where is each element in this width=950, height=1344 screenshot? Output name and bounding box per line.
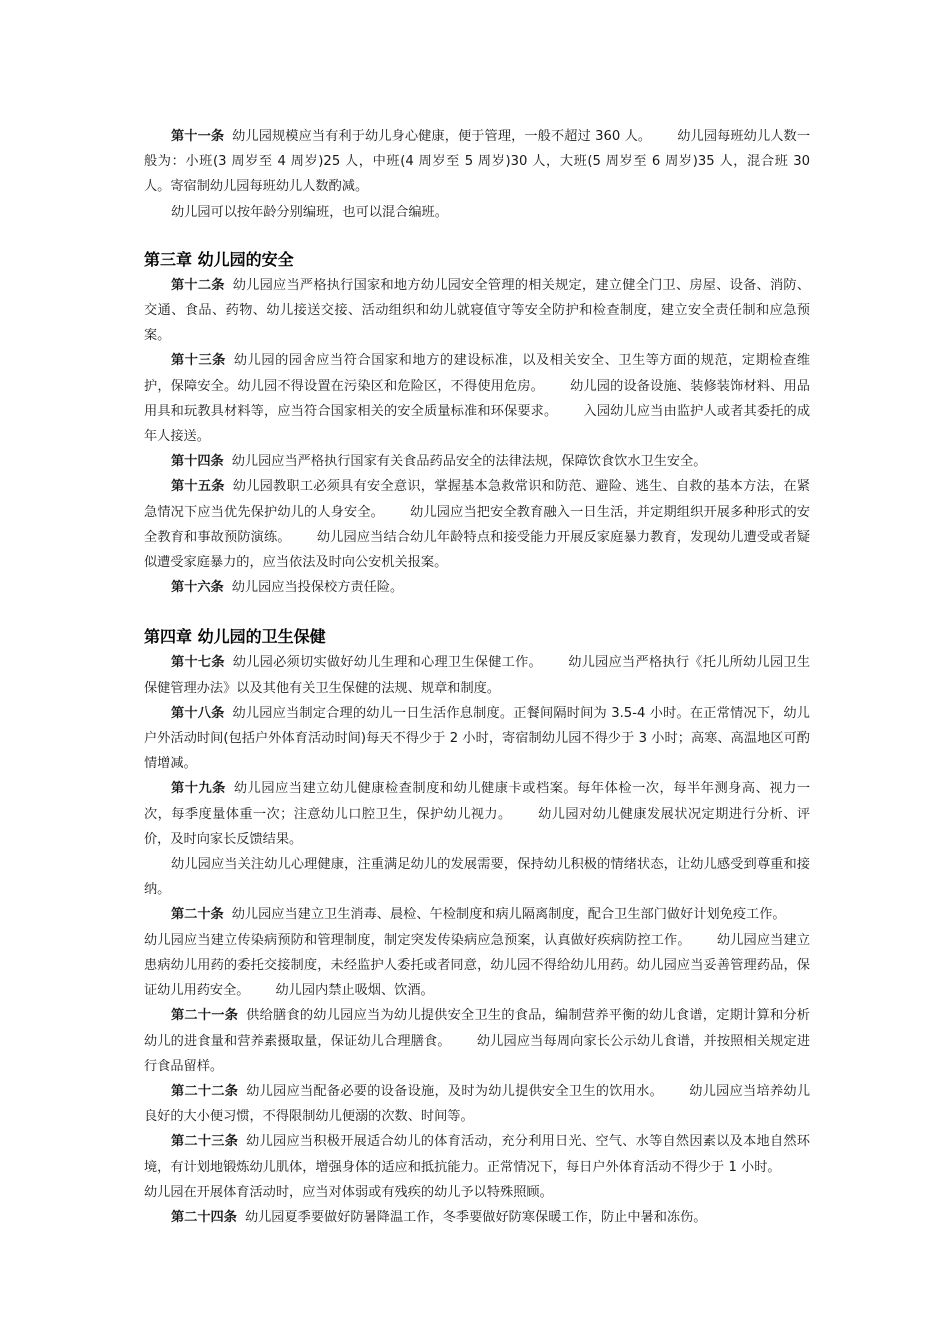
- article-14: 第十四条 幼儿园应当严格执行国家有关食品药品安全的法律法规，保障饮食饮水卫生安全。: [171, 454, 707, 470]
- article-11-paragraph-2: 幼儿园可以按年龄分别编班，也可以混合编班。: [171, 204, 448, 220]
- article-number: 第十八条: [171, 705, 225, 721]
- article-number: 第十五条: [171, 479, 225, 495]
- article-number: 第二十二条: [171, 1083, 239, 1099]
- article-number: 第十六条: [171, 580, 224, 596]
- article-number: 第十九条: [171, 781, 226, 797]
- article-number: 第十七条: [171, 655, 225, 671]
- article-17: 第十七条 幼儿园必须切实做好幼儿生理和心理卫生保健工作。 幼儿园应当严格执行《托儿所幼儿园卫生保健管理办法》以及其他有关卫生保健的法规、规章和制度。: [144, 655, 811, 696]
- article-number: 第二十四条: [171, 1209, 237, 1225]
- article-20-paragraph-2: 幼儿园应当建立传染病预防和管理制度，制定突发传染病应急预案，认真做好疾病防控工作。 幼儿园应当建立患病幼儿用药的委托交接制度，未经监护人委托或者同意，幼儿园不得给幼儿用药。幼儿园应当妥善管理药品，保证幼儿用药安全。 幼儿园内禁止吸烟、饮酒。: [144, 932, 811, 999]
- article-12: 第十二条 幼儿园应当严格执行国家和地方幼儿园安全管理的相关规定，建立健全门卫、房屋、设备、消防、交通、食品、药物、幼儿接送交接、活动组织和幼儿就寝值守等安全防护和检查制度，建立安全责任制和应急预案。: [144, 277, 811, 344]
- article-number: 第十四条: [171, 454, 224, 470]
- article-21: 第二十一条 供给膳食的幼儿园应当为幼儿提供安全卫生的食品，编制营养平衡的幼儿食谱，定期计算和分析幼儿的进食量和营养素摄取量，保证幼儿合理膳食。 幼儿园应当每周向家长公示幼儿食谱，并按照相关规定进行食品留样。: [144, 1008, 811, 1074]
- article-16: 第十六条 幼儿园应当投保校方责任险。: [171, 580, 404, 596]
- article-11: 第十一条 幼儿园规模应当有利于幼儿身心健康，便于管理，一般不超过 360 人。 幼儿园每班幼儿人数一般为：小班(3 周岁至 4 周岁)25 人，中班(4 周岁至 5 周岁)30 人，大班(5 周岁至 6 周岁)35 人，混合班 30 人。寄宿制幼儿园每班幼儿人数酌减。: [144, 129, 811, 195]
- article-23-paragraph-2: 幼儿园在开展体育活动时，应当对体弱或有残疾的幼儿予以特殊照顾。: [144, 1184, 553, 1200]
- article-20: 第二十条 幼儿园应当建立卫生消毒、晨检、午检制度和病儿隔离制度，配合卫生部门做好计划免疫工作。: [171, 907, 786, 923]
- article-22: 第二十二条 幼儿园应当配备必要的设备设施，及时为幼儿提供安全卫生的饮用水。 幼儿园应当培养幼儿良好的大小便习惯，不得限制幼儿便溺的次数、时间等。: [144, 1083, 811, 1125]
- chapter-3-heading: 第三章 幼儿园的安全: [144, 249, 294, 269]
- article-number: 第二十三条: [171, 1134, 239, 1150]
- article-number: 第二十一条: [171, 1008, 239, 1024]
- document-page: [144, 124, 810, 1230]
- article-24: 第二十四条 幼儿园夏季要做好防暑降温工作，冬季要做好防寒保暖工作，防止中暑和冻伤。: [171, 1209, 707, 1225]
- article-number: 第十一条: [171, 129, 225, 144]
- article-number: 第二十条: [171, 907, 224, 923]
- chapter-4-heading: 第四章 幼儿园的卫生保健: [144, 627, 326, 647]
- article-19-paragraph-2: 幼儿园应当关注幼儿心理健康，注重满足幼儿的发展需要，保持幼儿积极的情绪状态，让幼儿感受到尊重和接纳。: [144, 857, 810, 898]
- article-23: 第二十三条 幼儿园应当积极开展适合幼儿的体育活动，充分利用日光、空气、水等自然因素以及本地自然环境，有计划地锻炼幼儿肌体，增强身体的适应和抵抗能力。正常情况下，每日户外体育活动不得少于 1 小时。: [144, 1134, 810, 1175]
- article-13: 第十三条 幼儿园的园舍应当符合国家和地方的建设标准，以及相关安全、卫生等方面的规范，定期检查维护，保障安全。幼儿园不得设置在污染区和危险区，不得使用危房。 幼儿园的设备设施、装修装饰材料、用品用具和玩教具材料等，应当符合国家相关的安全质量标准和环保要求。 入园幼儿应当由监护人或者其委托的成年人接送。: [144, 353, 811, 445]
- article-19: 第十九条 幼儿园应当建立幼儿健康检查制度和幼儿健康卡或档案。每年体检一次，每半年测身高、视力一次，每季度量体重一次；注意幼儿口腔卫生，保护幼儿视力。 幼儿园对幼儿健康发展状况定期进行分析、评价，及时向家长反馈结果。: [144, 781, 811, 847]
- article-15: 第十五条 幼儿园教职工必须具有安全意识，掌握基本急救常识和防范、避险、逃生、自救的基本方法，在紧急情况下应当优先保护幼儿的人身安全。 幼儿园应当把安全教育融入一日生活，并定期组织开展多种形式的安全教育和事故预防演练。 幼儿园应当结合幼儿年龄特点和接受能力开展反家庭暴力教育，发现幼儿遭受或者疑似遭受家庭暴力的，应当依法及时向公安机关报案。: [144, 479, 811, 571]
- article-18: 第十八条 幼儿园应当制定合理的幼儿一日生活作息制度。正餐间隔时间为 3.5-4 小时。在正常情况下，幼儿户外活动时间(包括户外体育活动时间)每天不得少于 2 小时，寄宿制幼儿园不得少于 3 小时；高寒、高温地区可酌情增减。: [144, 705, 810, 772]
- article-number: 第十三条: [171, 353, 226, 369]
- article-number: 第十二条: [171, 277, 225, 293]
